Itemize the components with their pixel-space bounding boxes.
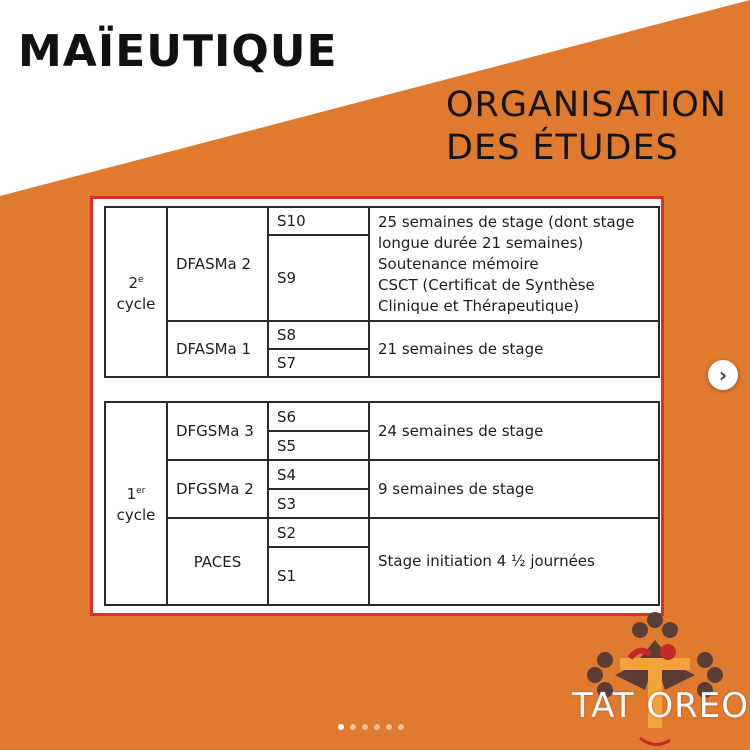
semester-label: S2 (268, 518, 369, 547)
subtitle-line-1: ORGANISATION (446, 85, 727, 125)
year-label: DFASMa 2 (167, 207, 268, 321)
cycle-word: cycle (116, 506, 156, 524)
description-line: 24 semaines de stage (378, 421, 544, 440)
description-cell (369, 518, 659, 605)
page-title: MAÏEUTIQUE (18, 26, 338, 77)
cycle-number: 1 (126, 485, 137, 503)
semester-label: S8 (268, 321, 369, 349)
logo-text: TAT OREO (572, 686, 749, 726)
chevron-right-icon: › (718, 363, 728, 387)
year-label: DFGSMa 3 (167, 402, 268, 460)
description-line: Soutenance mémoire (378, 254, 539, 273)
second-cycle-table (104, 206, 660, 378)
year-label: PACES (167, 518, 268, 605)
description-cell (369, 321, 659, 377)
carousel-dot[interactable] (398, 724, 404, 730)
semester-label: S4 (268, 460, 369, 489)
cycle-word: cycle (116, 294, 156, 313)
table-row (105, 207, 659, 235)
carousel-dot[interactable] (374, 724, 380, 730)
table-row (105, 460, 659, 489)
table-row (105, 518, 659, 547)
year-label: DFGSMa 2 (167, 460, 268, 518)
cycle-ordinal: er (136, 486, 146, 496)
subtitle-line-2: DES ÉTUDES (446, 128, 679, 168)
description-line: 25 semaines de stage (dont stage (378, 212, 635, 231)
tat-oreo-logo-graphic (560, 600, 750, 750)
year-label: DFASMa 1 (167, 321, 268, 377)
carousel-next-button[interactable] (708, 360, 738, 390)
description-cell (369, 460, 659, 518)
description-line: 9 semaines de stage (378, 479, 534, 498)
first-cycle-table (104, 401, 660, 606)
cycle-label (105, 207, 167, 377)
carousel-dots (338, 724, 404, 730)
semester-label: S1 (268, 547, 369, 605)
table-row (105, 402, 659, 431)
semester-label: S7 (268, 349, 369, 377)
description-line: Clinique et Thérapeutique) (378, 296, 580, 315)
semester-label: S3 (268, 489, 369, 518)
semester-label: S9 (268, 235, 369, 321)
cycle-label (105, 402, 167, 605)
description-line: CSCT (Certificat de Synthèse (378, 275, 595, 294)
table-row (105, 321, 659, 349)
description-line: 21 semaines de stage (378, 339, 544, 358)
cycle-ordinal: e (138, 274, 144, 285)
semester-label: S6 (268, 402, 369, 431)
carousel-dot[interactable] (386, 724, 392, 730)
page-subtitle (446, 84, 727, 170)
semester-label: S5 (268, 431, 369, 460)
description-cell (369, 207, 659, 321)
description-cell (369, 402, 659, 460)
carousel-dot[interactable] (338, 724, 344, 730)
carousel-dot[interactable] (362, 724, 368, 730)
semester-label: S10 (268, 207, 369, 235)
description-line: longue durée 21 semaines) (378, 233, 584, 252)
cycle-number: 2 (128, 273, 138, 292)
carousel-dot[interactable] (350, 724, 356, 730)
description-line: Stage initiation 4 ½ journées (378, 552, 595, 570)
